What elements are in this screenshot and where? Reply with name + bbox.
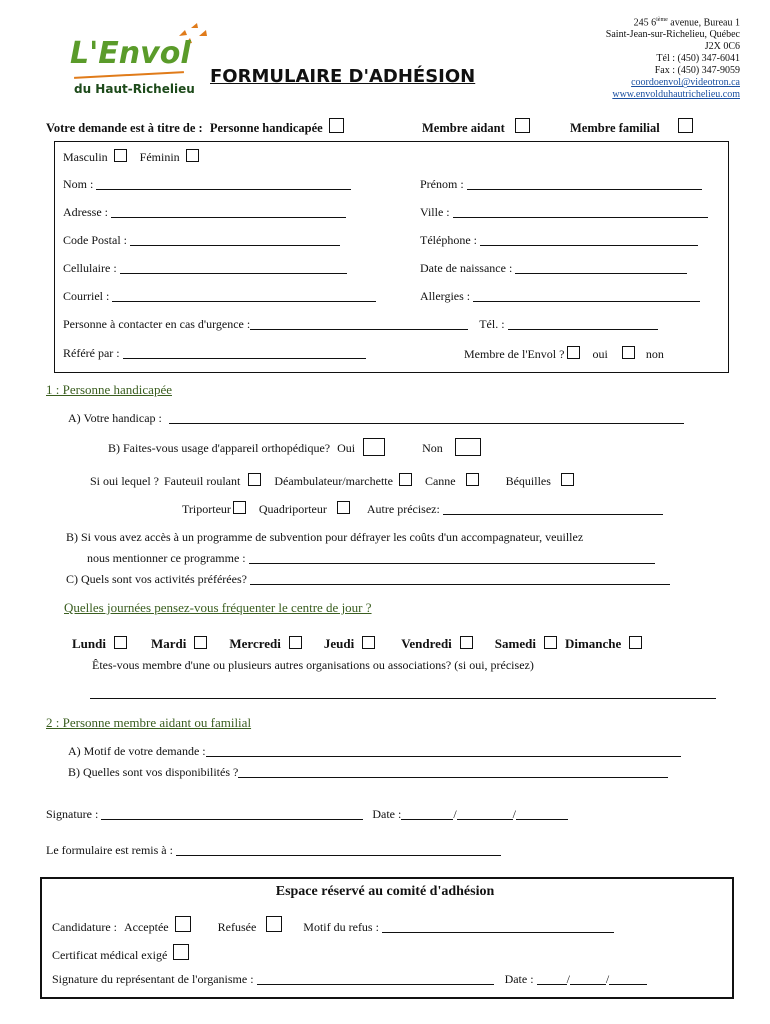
subvention-line2: nous mentionner ce programme : xyxy=(87,551,246,565)
subvention-line1: B) Si vous avez accès à un programme de subvention pour défrayer les coûts d'un accompagnateur, veuillez xyxy=(66,530,584,544)
committee-date-day[interactable] xyxy=(537,972,567,985)
journees-title: Quelles journées pensez-vous fréquenter le centre de jour ? xyxy=(64,600,372,615)
nom-label: Nom : xyxy=(63,177,94,191)
address-block xyxy=(480,14,740,101)
date-year-field[interactable] xyxy=(516,807,568,820)
committee-date-month[interactable] xyxy=(570,972,606,985)
appareil-non-checkbox[interactable] xyxy=(455,438,481,456)
adresse-field[interactable] xyxy=(111,205,346,218)
membre-envol-non-label: non xyxy=(645,347,664,361)
masculin-label: Masculin xyxy=(63,150,108,164)
allergies-label: Allergies : xyxy=(420,289,471,303)
appareil-non-label: Non xyxy=(422,441,443,455)
code-postal-field[interactable] xyxy=(130,233,340,246)
date-naissance-label: Date de naissance : xyxy=(420,261,513,275)
day-label-4: Vendredi xyxy=(401,636,452,651)
committee-title: Espace réservé au comité d'adhésion xyxy=(275,884,495,899)
day-label-2: Mercredi xyxy=(229,636,281,651)
triporteur-checkbox[interactable] xyxy=(233,501,246,514)
day-checkbox-4[interactable] xyxy=(460,636,473,649)
date-month-field[interactable] xyxy=(457,807,513,820)
address-line1-rest: avenue, Bureau 1 xyxy=(667,17,740,29)
membre-envol-oui-label: oui xyxy=(592,347,608,361)
logo-subtitle: du Haut-Richelieu xyxy=(74,82,195,96)
request-opt2: Membre aidant xyxy=(422,121,505,135)
certificat-label: Certificat médical exigé xyxy=(52,948,168,962)
address-line2: Saint-Jean-sur-Richelieu, Québec xyxy=(605,29,740,41)
refusee-label: Refusée xyxy=(217,920,257,934)
motif-field[interactable] xyxy=(206,744,681,757)
membre-envol-oui-checkbox[interactable] xyxy=(567,346,580,359)
appareil-oui-checkbox[interactable] xyxy=(363,438,385,456)
urgence-tel-field[interactable] xyxy=(508,317,658,330)
handicap-field[interactable] xyxy=(169,411,684,424)
motif-refus-label: Motif du refus : xyxy=(303,920,379,934)
date-day-field[interactable] xyxy=(401,807,453,820)
request-opt1-checkbox[interactable] xyxy=(329,118,344,133)
handicap-label: A) Votre handicap : xyxy=(68,411,162,425)
website-link[interactable]: www.envolduhautrichelieu.com xyxy=(612,89,740,101)
day-label-6: Dimanche xyxy=(564,636,622,651)
address-line1: 245 6 xyxy=(633,17,657,29)
request-opt3: Membre familial xyxy=(570,121,660,135)
nom-field[interactable] xyxy=(96,177,351,190)
urgence-field[interactable] xyxy=(250,317,468,330)
courriel-label: Courriel : xyxy=(63,289,110,303)
telephone-field[interactable] xyxy=(480,233,698,246)
day-checkbox-5[interactable] xyxy=(544,636,557,649)
activites-label: C) Quels sont vos activités préférées? xyxy=(66,572,247,586)
lequel-label: Si oui lequel ? xyxy=(90,474,159,488)
deambulateur-label: Déambulateur/marchette xyxy=(274,474,393,488)
urgence-tel-label: Tél. : xyxy=(479,317,505,331)
address-sup: ième xyxy=(656,17,668,23)
organisations-label: Êtes-vous membre d'une ou plusieurs autres organisations ou associations? (si oui, précisez) xyxy=(92,658,534,672)
committee-date-year[interactable] xyxy=(609,972,647,985)
quadriporteur-checkbox[interactable] xyxy=(337,501,350,514)
fauteuil-checkbox[interactable] xyxy=(248,473,261,486)
bequilles-label: Béquilles xyxy=(505,474,551,488)
day-label-3: Jeudi xyxy=(323,636,355,651)
courriel-field[interactable] xyxy=(112,289,376,302)
address-line3: J2X 0C6 xyxy=(704,41,740,53)
motif-refus-field[interactable] xyxy=(382,920,614,933)
request-opt3-checkbox[interactable] xyxy=(678,118,693,133)
ville-field[interactable] xyxy=(453,205,708,218)
day-checkbox-1[interactable] xyxy=(194,636,207,649)
logo xyxy=(68,22,218,102)
acceptee-checkbox[interactable] xyxy=(175,916,191,932)
deambulateur-checkbox[interactable] xyxy=(399,473,412,486)
prenom-field[interactable] xyxy=(467,177,702,190)
urgence-label: Personne à contacter en cas d'urgence : xyxy=(63,317,251,331)
fauteuil-label: Fauteuil roulant xyxy=(164,474,241,488)
request-opt1: Personne handicapée xyxy=(209,121,323,135)
candidature-label: Candidature : xyxy=(52,920,117,934)
triporteur-label: Triporteur xyxy=(182,502,231,516)
acceptee-label: Acceptée xyxy=(123,920,169,934)
day-checkbox-0[interactable] xyxy=(114,636,127,649)
telephone-label: Téléphone : xyxy=(420,233,477,247)
day-checkbox-2[interactable] xyxy=(289,636,302,649)
refusee-checkbox[interactable] xyxy=(266,916,282,932)
subvention-field[interactable] xyxy=(249,551,655,564)
certificat-checkbox[interactable] xyxy=(173,944,189,960)
prenom-label: Prénom : xyxy=(420,177,464,191)
refere-label: Référé par : xyxy=(63,346,120,360)
day-checkbox-6[interactable] xyxy=(629,636,642,649)
email-link[interactable]: coordoenvol@videotron.ca xyxy=(631,77,740,89)
cellulaire-field[interactable] xyxy=(120,261,347,274)
dispo-field[interactable] xyxy=(238,765,668,778)
membre-envol-non-checkbox[interactable] xyxy=(622,346,635,359)
feminin-label: Féminin xyxy=(139,150,180,164)
remis-label: Le formulaire est remis à : xyxy=(46,843,173,857)
request-row xyxy=(46,118,344,136)
request-opt2-group xyxy=(422,118,530,136)
masculin-checkbox[interactable] xyxy=(114,149,127,162)
fax: Fax : (450) 347-9059 xyxy=(654,65,740,77)
signature-label: Signature : xyxy=(46,807,99,821)
dispo-label: B) Quelles sont vos disponibilités ? xyxy=(68,765,239,779)
section2-title: 2 : Personne membre aidant ou familial xyxy=(46,715,252,730)
tel: Tél : (450) 347-6041 xyxy=(656,53,740,65)
day-label-5: Samedi xyxy=(494,636,536,651)
adresse-label: Adresse : xyxy=(63,205,108,219)
date-label: Date : xyxy=(372,807,402,821)
organisations-field[interactable] xyxy=(90,698,716,699)
day-label-0: Lundi xyxy=(72,636,106,651)
signature-field[interactable] xyxy=(101,807,363,820)
day-checkbox-3[interactable] xyxy=(362,636,375,649)
request-opt3-group xyxy=(570,118,693,136)
committee-date-label: Date : xyxy=(504,972,534,986)
signature-rep-label: Signature du représentant de l'organisme : xyxy=(52,972,254,986)
autre-field[interactable] xyxy=(443,502,663,515)
date-naissance-field[interactable] xyxy=(515,261,687,274)
canne-checkbox[interactable] xyxy=(466,473,479,486)
quadriporteur-label: Quadriporteur xyxy=(258,502,327,516)
request-opt2-checkbox[interactable] xyxy=(515,118,530,133)
activites-field[interactable] xyxy=(250,572,670,585)
remis-field[interactable] xyxy=(176,843,501,856)
day-label-1: Mardi xyxy=(150,636,187,651)
membre-envol-label: Membre de l'Envol ? xyxy=(464,347,565,361)
days-row xyxy=(72,636,642,652)
gender-row xyxy=(63,149,199,165)
request-label: Votre demande est à titre de : xyxy=(46,121,203,135)
cellulaire-label: Cellulaire : xyxy=(63,261,117,275)
logo-underline xyxy=(74,71,184,79)
logo-name: L'Envol xyxy=(70,36,191,71)
ville-label: Ville : xyxy=(420,205,450,219)
feminin-checkbox[interactable] xyxy=(186,149,199,162)
autre-label: Autre précisez: xyxy=(366,502,440,516)
allergies-field[interactable] xyxy=(473,289,700,302)
signature-rep-field[interactable] xyxy=(257,972,494,985)
appareil-oui-label: Oui xyxy=(337,441,356,455)
page-title: FORMULAIRE D'ADHÉSION xyxy=(210,66,476,87)
motif-label: A) Motif de votre demande : xyxy=(68,744,206,758)
code-postal-label: Code Postal : xyxy=(63,233,128,247)
section1-title: 1 : Personne handicapée xyxy=(46,382,172,397)
canne-label: Canne xyxy=(424,474,456,488)
appareil-label: B) Faites-vous usage d'appareil orthopédique? xyxy=(108,441,331,455)
refere-field[interactable] xyxy=(123,346,366,359)
identity-box xyxy=(54,141,729,373)
bequilles-checkbox[interactable] xyxy=(561,473,574,486)
